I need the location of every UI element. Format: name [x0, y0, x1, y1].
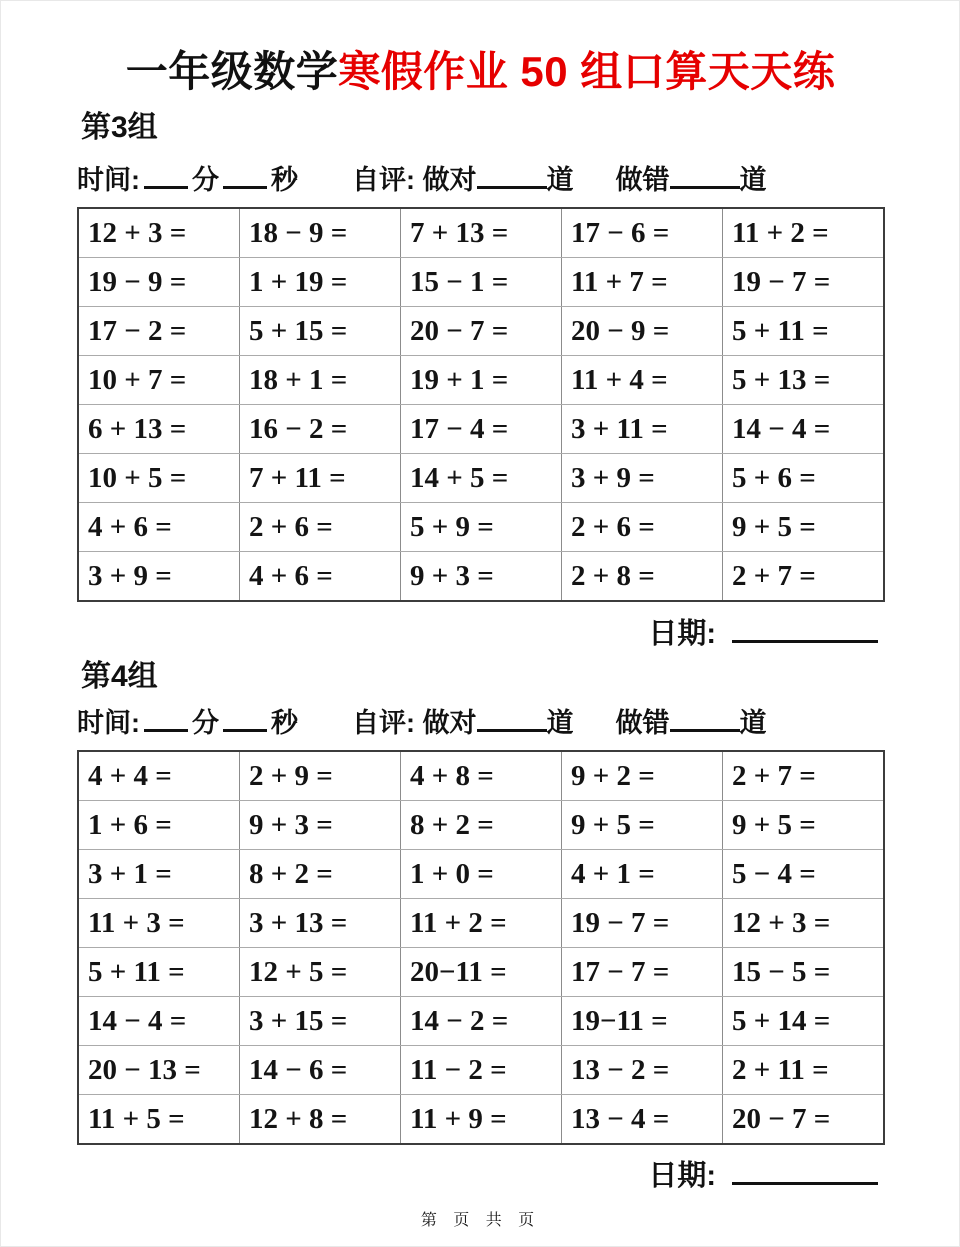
problem-cell: 8 + 2 = [400, 801, 561, 850]
wrong-count-blank [670, 186, 740, 189]
date-blank [732, 640, 878, 643]
problem-cell: 1 + 0 = [400, 850, 561, 899]
page-title [77, 46, 884, 98]
problem-cell: 15 − 5 = [722, 948, 884, 997]
problem-row [78, 801, 884, 850]
self-eval-label: 自评: 做对 [352, 708, 477, 738]
problem-row [78, 1046, 884, 1095]
problem-cell: 3 + 9 = [78, 552, 239, 602]
problem-row [78, 751, 884, 801]
minutes-blank [144, 186, 188, 189]
problem-cell: 17 − 2 = [78, 307, 239, 356]
problem-cell: 9 + 2 = [561, 751, 722, 801]
problem-cell: 3 + 11 = [561, 405, 722, 454]
problem-cell: 13 − 4 = [561, 1095, 722, 1145]
problem-cell: 3 + 1 = [78, 850, 239, 899]
wrong-label: 做错 [615, 708, 670, 738]
problem-cell: 11 − 2 = [400, 1046, 561, 1095]
problem-cell: 12 + 5 = [239, 948, 400, 997]
problem-cell: 11 + 7 = [561, 258, 722, 307]
problem-cell: 7 + 11 = [239, 454, 400, 503]
minute-label: 分 [192, 165, 219, 195]
problem-cell: 9 + 5 = [722, 503, 884, 552]
problem-cell: 2 + 6 = [239, 503, 400, 552]
problem-cell: 17 − 6 = [561, 208, 722, 258]
seconds-blank [223, 729, 267, 732]
problem-cell: 20 − 7 = [400, 307, 561, 356]
problem-cell: 5 + 13 = [722, 356, 884, 405]
problem-cell: 2 + 6 = [561, 503, 722, 552]
problem-cell: 9 + 3 = [400, 552, 561, 602]
problem-row [78, 258, 884, 307]
problem-cell: 4 + 8 = [400, 751, 561, 801]
group-3-time-eval-line [77, 162, 884, 198]
unit-label: 道 [739, 708, 767, 738]
problem-cell: 4 + 4 = [78, 751, 239, 801]
correct-count-blank [477, 186, 547, 189]
problem-cell: 11 + 9 = [400, 1095, 561, 1145]
date-label: 日期: [648, 1160, 716, 1192]
problem-table-group-4 [77, 750, 885, 1145]
problem-cell: 3 + 9 = [561, 454, 722, 503]
problem-cell: 3 + 15 = [239, 997, 400, 1046]
problem-row [78, 307, 884, 356]
problem-cell: 19−11 = [561, 997, 722, 1046]
problem-cell: 12 + 8 = [239, 1095, 400, 1145]
title-black-part: 一年级数学 [125, 48, 339, 95]
problem-table-group-3 [77, 207, 885, 602]
group-4-date-line [77, 1157, 884, 1195]
problem-row [78, 356, 884, 405]
problem-cell: 20−11 = [400, 948, 561, 997]
problem-row [78, 850, 884, 899]
problem-cell: 2 + 11 = [722, 1046, 884, 1095]
problem-cell: 2 + 9 = [239, 751, 400, 801]
problem-cell: 7 + 13 = [400, 208, 561, 258]
problem-cell: 2 + 7 = [722, 552, 884, 602]
problem-cell: 1 + 19 = [239, 258, 400, 307]
problem-cell: 11 + 4 = [561, 356, 722, 405]
problem-cell: 17 − 7 = [561, 948, 722, 997]
time-label: 时间: [77, 708, 140, 738]
second-label: 秒 [271, 165, 298, 195]
problem-row [78, 997, 884, 1046]
problem-cell: 5 + 11 = [78, 948, 239, 997]
problem-cell: 19 − 9 = [78, 258, 239, 307]
problem-cell: 18 + 1 = [239, 356, 400, 405]
problem-cell: 5 + 11 = [722, 307, 884, 356]
self-eval-label: 自评: 做对 [352, 165, 477, 195]
problem-cell: 10 + 5 = [78, 454, 239, 503]
problem-cell: 5 + 6 = [722, 454, 884, 503]
problem-cell: 20 − 9 = [561, 307, 722, 356]
problem-cell: 4 + 6 = [239, 552, 400, 602]
problem-cell: 13 − 2 = [561, 1046, 722, 1095]
problem-cell: 17 − 4 = [400, 405, 561, 454]
problem-cell: 18 − 9 = [239, 208, 400, 258]
problem-cell: 6 + 13 = [78, 405, 239, 454]
problem-cell: 12 + 3 = [78, 208, 239, 258]
problem-row [78, 1095, 884, 1145]
unit-label: 道 [739, 165, 767, 195]
problem-cell: 10 + 7 = [78, 356, 239, 405]
correct-count-blank [477, 729, 547, 732]
group-section-3 [77, 110, 884, 653]
problem-cell: 5 + 15 = [239, 307, 400, 356]
unit-label: 道 [546, 708, 574, 738]
problem-row [78, 454, 884, 503]
problem-cell: 15 − 1 = [400, 258, 561, 307]
wrong-count-blank [670, 729, 740, 732]
minutes-blank [144, 729, 188, 732]
unit-label: 道 [546, 165, 574, 195]
problem-row [78, 948, 884, 997]
problem-cell: 14 − 4 = [78, 997, 239, 1046]
problem-cell: 4 + 1 = [561, 850, 722, 899]
problem-cell: 14 + 5 = [400, 454, 561, 503]
problem-cell: 8 + 2 = [239, 850, 400, 899]
problem-cell: 14 − 6 = [239, 1046, 400, 1095]
problem-row [78, 899, 884, 948]
problem-cell: 19 − 7 = [561, 899, 722, 948]
problem-cell: 9 + 3 = [239, 801, 400, 850]
time-label: 时间: [77, 165, 140, 195]
date-blank [732, 1182, 878, 1185]
group-4-time-eval-line [77, 705, 884, 741]
problem-cell: 12 + 3 = [722, 899, 884, 948]
problem-cell: 14 − 2 = [400, 997, 561, 1046]
problem-cell: 5 + 9 = [400, 503, 561, 552]
problem-cell: 19 − 7 = [722, 258, 884, 307]
title-red-part: 寒假作业 50 组口算天天练 [338, 48, 836, 95]
problem-cell: 11 + 2 = [400, 899, 561, 948]
problem-cell: 5 + 14 = [722, 997, 884, 1046]
group-3-date-line [77, 615, 884, 653]
problem-row [78, 208, 884, 258]
group-3-title: 第3组 [81, 111, 158, 144]
problem-cell: 2 + 8 = [561, 552, 722, 602]
second-label: 秒 [271, 708, 298, 738]
problem-cell: 1 + 6 = [78, 801, 239, 850]
problem-cell: 11 + 2 = [722, 208, 884, 258]
page-footer: 第 页 共 页 [420, 1212, 541, 1229]
problem-cell: 3 + 13 = [239, 899, 400, 948]
problem-cell: 20 − 13 = [78, 1046, 239, 1095]
problem-cell: 20 − 7 = [722, 1095, 884, 1145]
problem-cell: 16 − 2 = [239, 405, 400, 454]
problem-cell: 9 + 5 = [561, 801, 722, 850]
wrong-label: 做错 [615, 165, 670, 195]
problem-cell: 4 + 6 = [78, 503, 239, 552]
date-label: 日期: [648, 618, 716, 650]
group-4-title: 第4组 [81, 660, 158, 693]
problem-cell: 5 − 4 = [722, 850, 884, 899]
seconds-blank [223, 186, 267, 189]
problem-cell: 11 + 5 = [78, 1095, 239, 1145]
problem-cell: 11 + 3 = [78, 899, 239, 948]
group-section-4 [77, 659, 884, 1195]
minute-label: 分 [192, 708, 219, 738]
problem-cell: 19 + 1 = [400, 356, 561, 405]
problem-cell: 2 + 7 = [722, 751, 884, 801]
problem-row [78, 503, 884, 552]
problem-row [78, 405, 884, 454]
problem-row [78, 552, 884, 602]
problem-cell: 14 − 4 = [722, 405, 884, 454]
problem-cell: 9 + 5 = [722, 801, 884, 850]
